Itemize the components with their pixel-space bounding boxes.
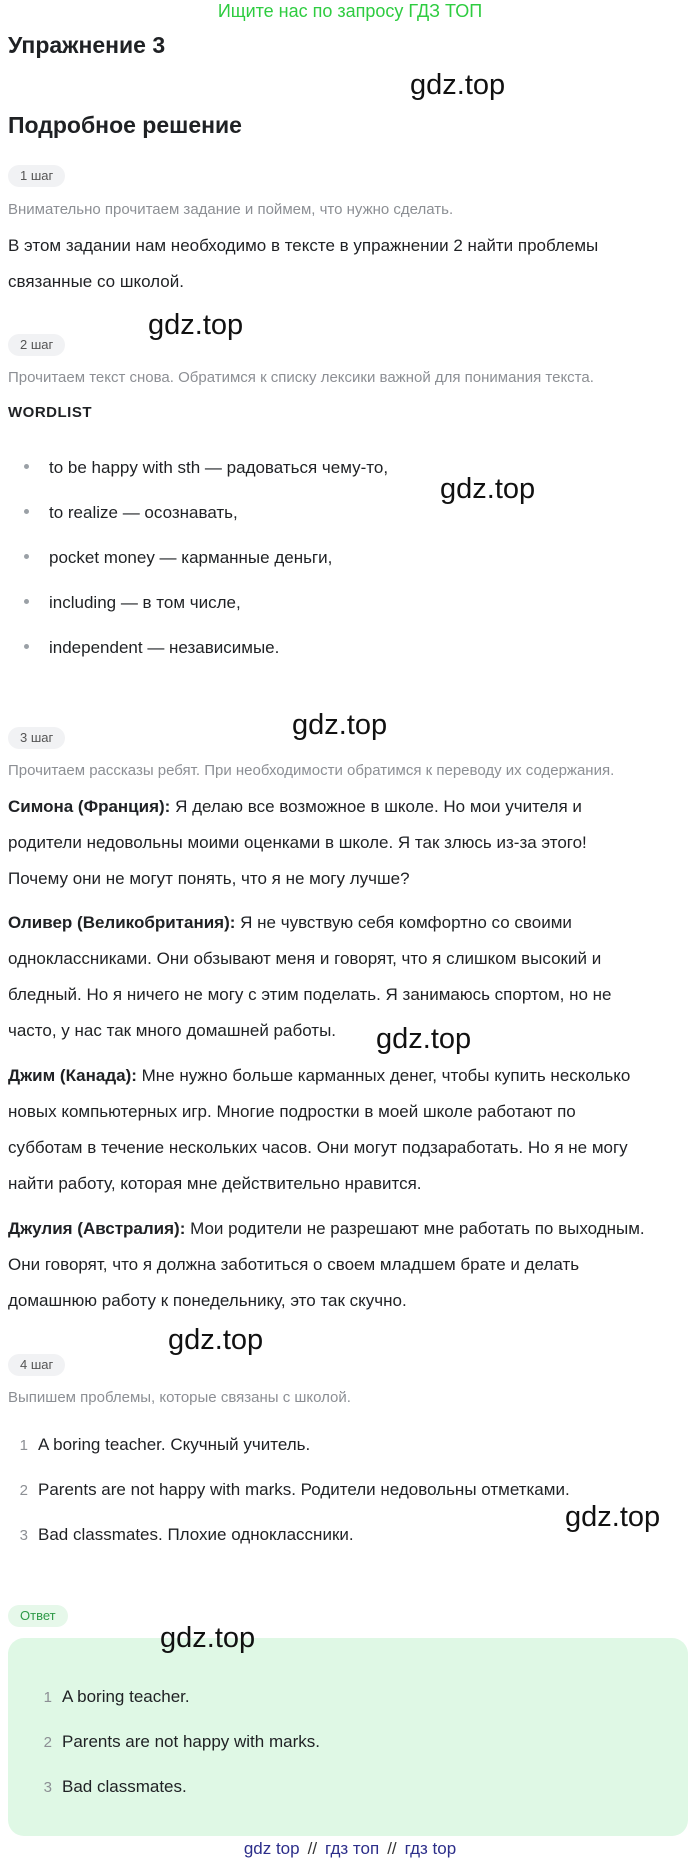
footer-separator: // <box>307 1839 318 1858</box>
list-item: pocket money — карманные деньги, <box>24 546 332 570</box>
watermark: gdz.top <box>410 69 506 101</box>
step-hint-2: Прочитаем текст снова. Обратимся к списку лексики важной для понимания текста. <box>8 369 594 386</box>
page-title: Упражнение 3 <box>8 32 166 58</box>
list-item: 2 Parents are not happy with marks. Родители недовольны отметками. <box>19 1480 570 1499</box>
section-title: Подробное решение <box>8 112 242 138</box>
list-item: 3 Bad classmates. <box>43 1777 187 1796</box>
bullet-icon <box>24 644 29 649</box>
footer-separator: // <box>387 1839 397 1858</box>
bullet-icon <box>24 554 29 559</box>
step-hint-4: Выпишем проблемы, которые связаны с школой. <box>8 1389 351 1406</box>
watermark: gdz.top <box>148 309 244 341</box>
step-hint-3: Прочитаем рассказы ребят. При необходимости обратимся к переводу их содержания. <box>8 762 615 779</box>
watermark: gdz.top <box>565 1501 661 1533</box>
step-badge-4: 4 шаг <box>8 1354 65 1376</box>
footer-link-gdz-top-ru[interactable]: гдз топ <box>325 1839 380 1858</box>
step-badge-2: 2 шаг <box>8 334 65 356</box>
answer-badge: Ответ <box>8 1605 68 1627</box>
list-item: to realize — осознавать, <box>24 501 238 525</box>
story-julia: Джулия (Австралия): Мои родители не разрешают мне работать по выходным. Они говорят, что я должна заботиться о своем младшем брате и делать домашнюю работу к понедельнику, это так скучно. <box>8 1219 645 1310</box>
top-banner[interactable]: Ищите нас по запросу ГДЗ ТОП <box>217 1 483 21</box>
wordlist-title: WORDLIST <box>8 404 92 421</box>
list-item: 2 Parents are not happy with marks. <box>43 1732 320 1751</box>
list-item: including — в том числе, <box>24 591 241 615</box>
watermark: gdz.top <box>160 1622 256 1654</box>
list-item: 1 A boring teacher. Скучный учитель. <box>19 1435 311 1454</box>
bullet-icon <box>24 509 29 514</box>
list-item: 3 Bad classmates. Плохие одноклассники. <box>19 1525 354 1544</box>
footer-links <box>0 1838 700 1860</box>
story-simona: Симона (Франция): Я делаю все возможное в школе. Но мои учителя и родители недовольны моими оценками в школе. Я так злюсь из-за этого! Почему они не могут понять, что я не могу лучше? <box>8 797 587 888</box>
footer-link-gdz-top[interactable]: gdz top <box>243 1839 300 1858</box>
watermark: gdz.top <box>376 1023 472 1055</box>
list-item: independent — независимые. <box>24 636 279 660</box>
list-item: 1 A boring teacher. <box>43 1687 190 1706</box>
footer-link-gdz-top-mixed[interactable]: гдз top <box>404 1839 457 1858</box>
step-text-1: В этом задании нам необходимо в тексте в упражнении 2 найти проблемы связанные со школой. <box>8 236 599 291</box>
list-item: to be happy with sth — радоваться чему-то, <box>24 456 388 480</box>
bullet-icon <box>24 464 29 469</box>
step-badge-1: 1 шаг <box>8 165 65 187</box>
watermark: gdz.top <box>440 473 536 505</box>
watermark: gdz.top <box>168 1324 264 1356</box>
story-oliver: Оливер (Великобритания): Я не чувствую себя комфортно со своими одноклассниками. Они обзывают меня и говорят, что я слишком высокий и бледный. Но я ничего не могу с этим поделать. Я занимаюсь спортом, но не часто, у нас так много домашней работы. <box>8 913 612 1040</box>
watermark: gdz.top <box>292 709 388 741</box>
answer-box <box>8 1638 688 1836</box>
story-jim: Джим (Канада): Мне нужно больше карманных денег, чтобы купить несколько новых компьютерных игр. Многие подростки в моей школе работают по субботам в течение нескольких часов. Они могут подзаработать. Но я не могу найти работу, которая мне действительно нравится. <box>8 1066 631 1193</box>
step-badge-3: 3 шаг <box>8 727 65 749</box>
step-hint-1: Внимательно прочитаем задание и поймем, что нужно сделать. <box>8 201 454 218</box>
bullet-icon <box>24 599 29 604</box>
